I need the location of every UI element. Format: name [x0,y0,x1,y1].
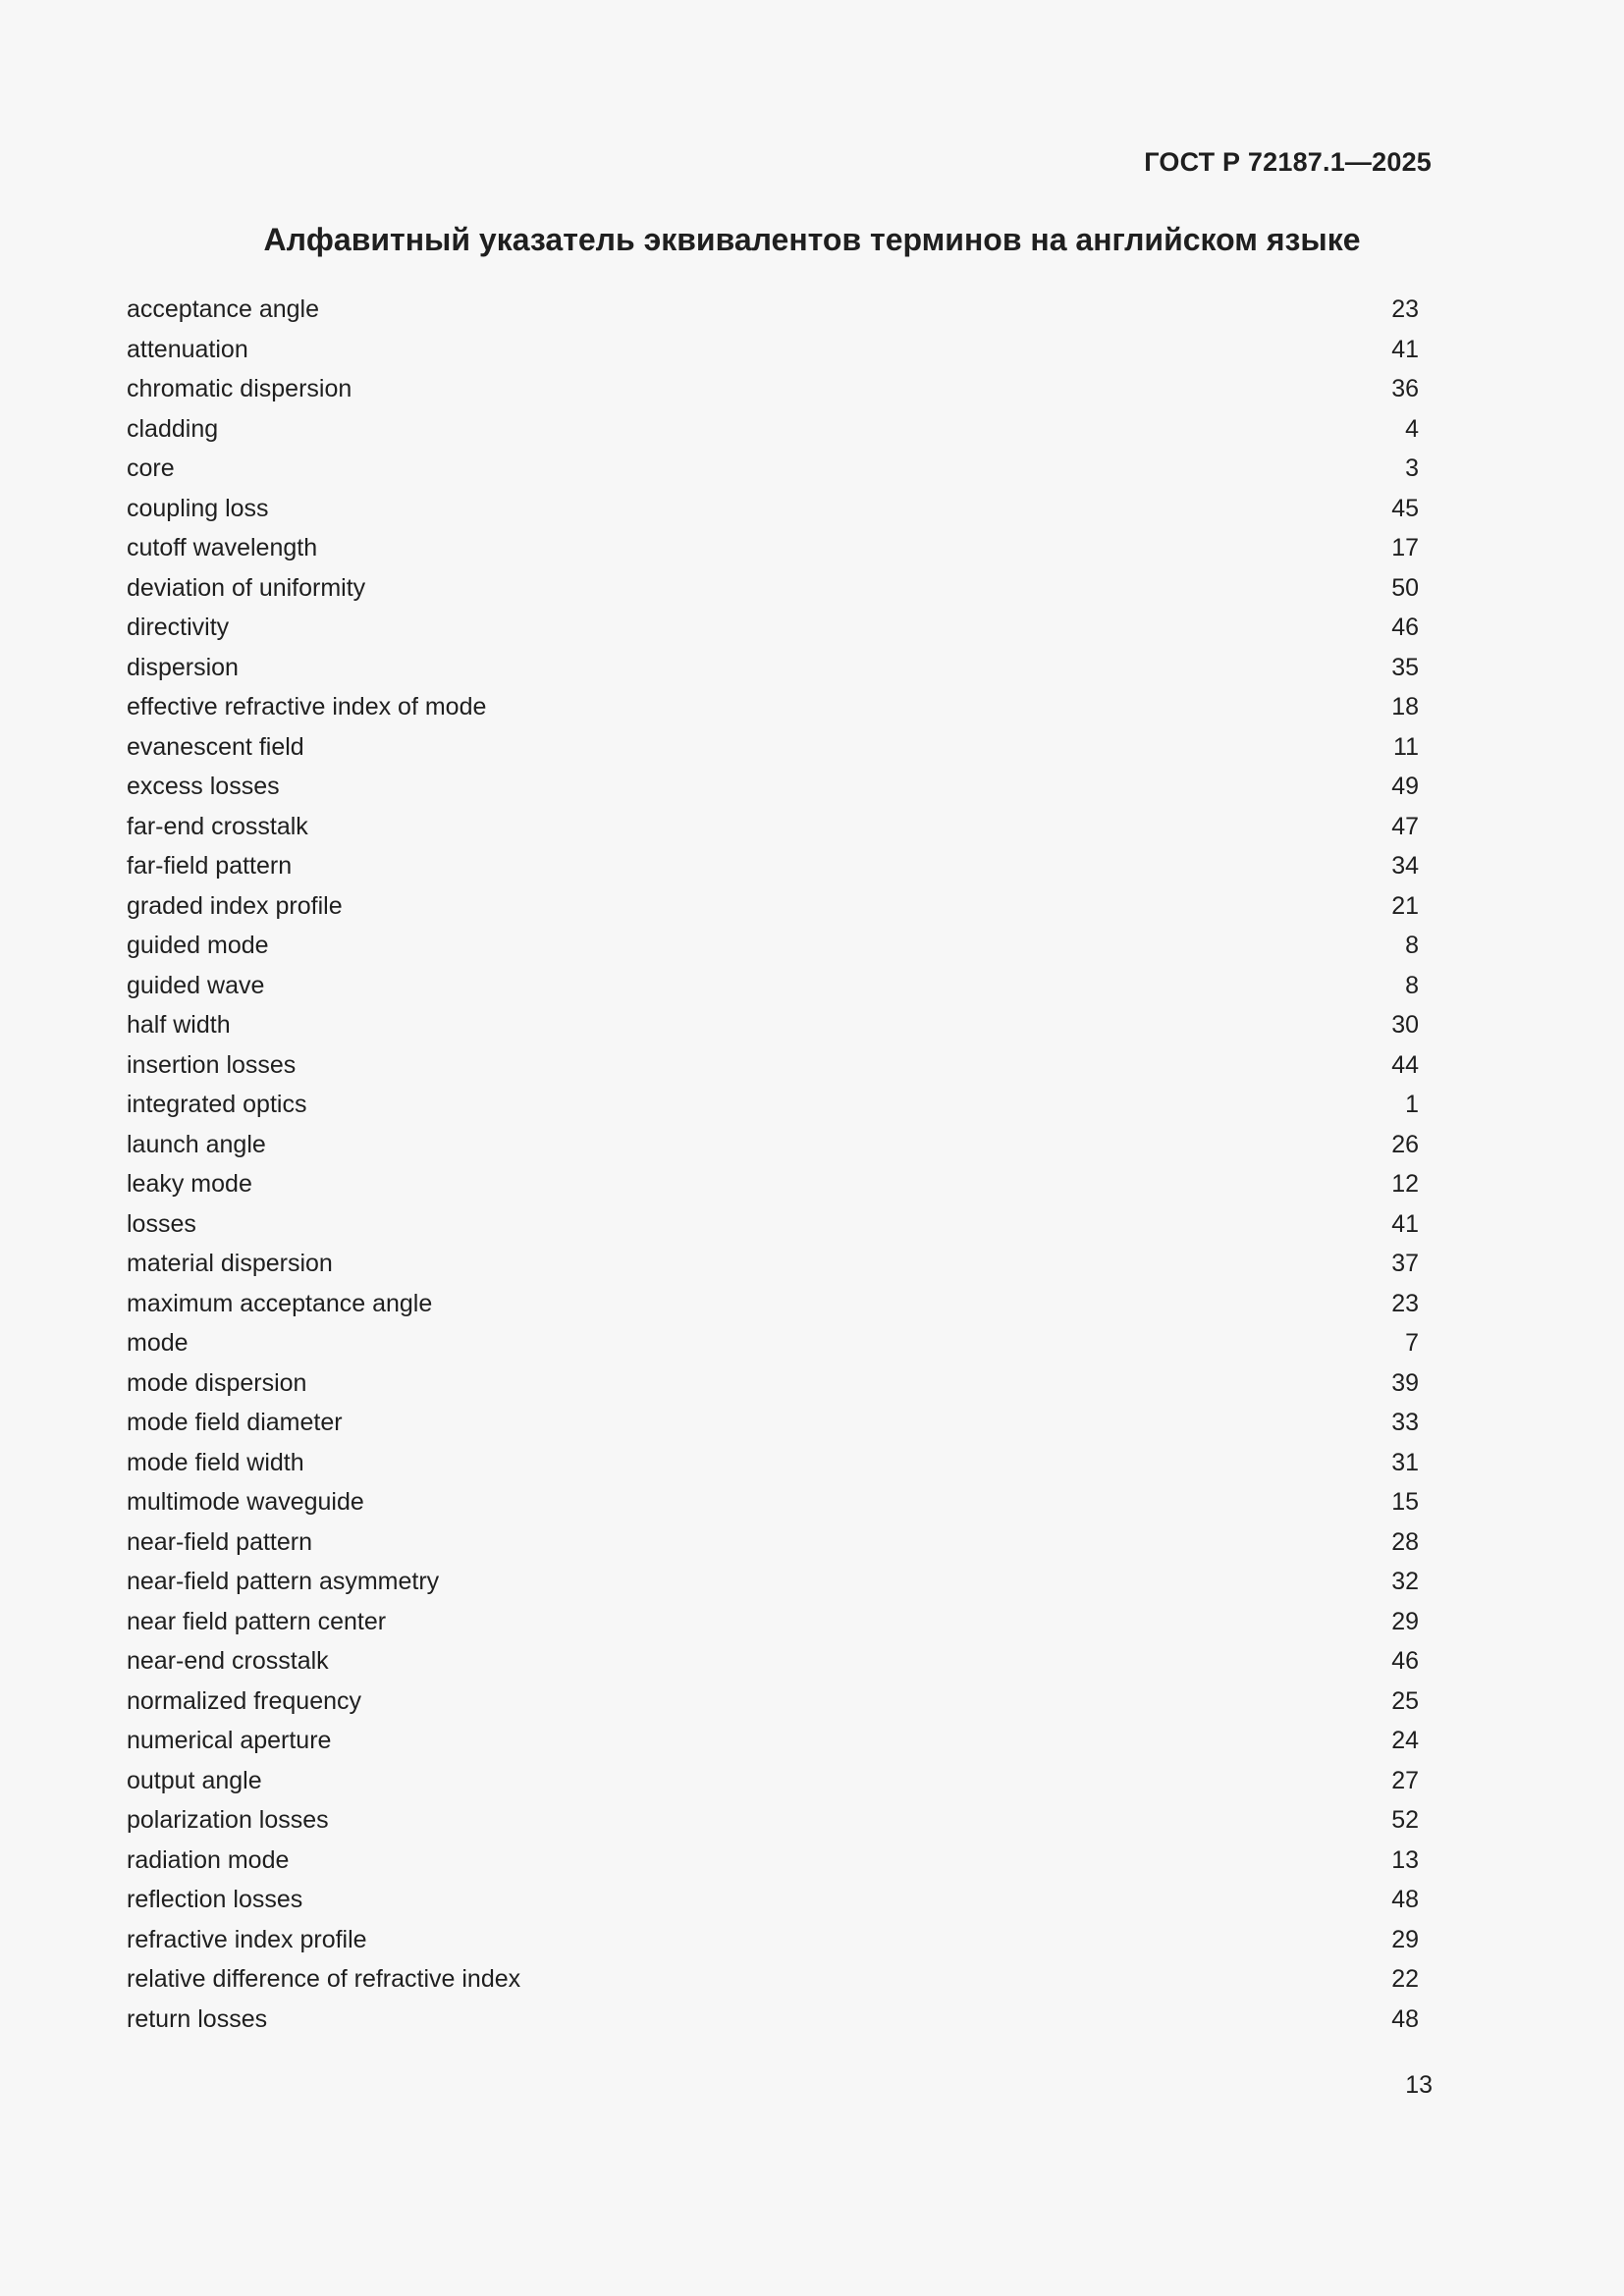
index-term: material dispersion [127,1250,333,1277]
index-entry [127,2000,1419,2040]
index-term: leaky mode [127,1170,252,1198]
index-entry [127,926,1419,966]
index-term-number: 18 [1391,693,1419,721]
index-term: deviation of uniformity [127,573,366,602]
index-term: launch angle [127,1130,266,1158]
index-entry [127,1682,1419,1722]
document-code: ГОСТ Р 72187.1—2025 [1144,147,1432,177]
index-entry [127,846,1419,886]
index-term-number: 30 [1391,1011,1419,1039]
index-term: near-end crosstalk [127,1647,329,1675]
index-term-number: 12 [1391,1170,1419,1198]
index-term: mode dispersion [127,1368,307,1397]
index-term: multimode waveguide [127,1488,364,1516]
page-title: Алфавитный указатель эквивалентов терминов на английском языке [263,222,1361,257]
index-term: maximum acceptance angle [127,1289,433,1317]
index-term-number: 37 [1391,1250,1419,1277]
index-entry [127,1721,1419,1761]
index-entry [127,886,1419,927]
index-term: evanescent field [127,732,304,761]
index-entry [127,528,1419,568]
index-term: directivity [127,614,230,641]
index-term: polarization losses [127,1806,329,1834]
index-term: relative difference of refractive index [127,1965,521,1993]
index-entry [127,1363,1419,1404]
index-term-number: 23 [1391,295,1419,323]
index-entry [127,1244,1419,1284]
index-term: near-field pattern [127,1527,313,1556]
index-entry [127,727,1419,768]
index-term-number: 1 [1405,1091,1419,1118]
index-term: numerical aperture [127,1727,332,1754]
index-term-number: 3 [1405,454,1419,482]
index-list [127,290,1419,2039]
index-term-number: 39 [1391,1368,1419,1397]
index-term: reflection losses [127,1886,303,1913]
index-term-number: 46 [1391,614,1419,641]
index-term: half width [127,1011,231,1039]
index-term: mode [127,1329,189,1357]
index-term-number: 24 [1391,1727,1419,1754]
index-entry [127,1284,1419,1324]
index-term-number: 48 [1391,2004,1419,2033]
index-entry [127,568,1419,609]
index-term-number: 36 [1391,375,1419,402]
index-entry [127,1443,1419,1483]
index-entry [127,1164,1419,1204]
index-term: insertion losses [127,1050,297,1079]
index-term-number: 31 [1391,1448,1419,1476]
index-term-number: 15 [1391,1488,1419,1516]
index-entry [127,1562,1419,1602]
index-entry [127,369,1419,409]
index-entry [127,1800,1419,1841]
index-term: near field pattern center [127,1607,387,1635]
index-term: return losses [127,2004,268,2033]
index-entry [127,1482,1419,1522]
page-number: 13 [1405,2071,1433,2099]
index-term-number: 4 [1405,414,1419,443]
index-term: near-field pattern asymmetry [127,1568,440,1595]
index-term-number: 22 [1391,1965,1419,1993]
index-term: radiation mode [127,1845,290,1874]
index-term: cladding [127,414,219,443]
index-entry [127,449,1419,489]
index-term-number: 11 [1393,732,1419,761]
index-entry [127,1920,1419,1960]
index-term-number: 28 [1391,1527,1419,1556]
index-entry [127,1522,1419,1563]
index-entry [127,1204,1419,1245]
index-term-number: 49 [1391,773,1419,800]
index-entry [127,1880,1419,1920]
index-entry [127,687,1419,727]
index-term: guided mode [127,932,269,959]
index-term-number: 13 [1391,1845,1419,1874]
index-entry [127,1005,1419,1045]
index-term-number: 52 [1391,1806,1419,1834]
index-term-number: 8 [1405,971,1419,999]
index-entry [127,807,1419,847]
index-term: core [127,454,175,482]
index-term-number: 17 [1391,534,1419,561]
index-term-number: 21 [1391,891,1419,920]
index-term-number: 34 [1391,852,1419,880]
index-term-number: 41 [1391,335,1419,363]
index-term: graded index profile [127,891,343,920]
index-term: normalized frequency [127,1686,362,1715]
index-term: guided wave [127,971,265,999]
index-entry [127,489,1419,529]
index-entry [127,1323,1419,1363]
index-entry [127,1403,1419,1443]
index-term-number: 41 [1391,1209,1419,1238]
index-entry [127,409,1419,450]
index-term-number: 50 [1391,573,1419,602]
index-entry [127,608,1419,648]
index-term-number: 26 [1391,1130,1419,1158]
index-term-number: 33 [1391,1409,1419,1436]
index-term: cutoff wavelength [127,534,318,561]
index-term: far-field pattern [127,852,293,880]
index-entry [127,1641,1419,1682]
index-entry [127,1761,1419,1801]
index-term-number: 44 [1391,1050,1419,1079]
index-entry [127,966,1419,1006]
index-term-number: 23 [1391,1289,1419,1317]
index-term: chromatic dispersion [127,375,352,402]
index-term: excess losses [127,773,280,800]
index-term-number: 29 [1391,1925,1419,1953]
index-term-number: 27 [1391,1766,1419,1794]
index-term-number: 25 [1391,1686,1419,1715]
index-term: mode field width [127,1448,304,1476]
index-term-number: 8 [1405,932,1419,959]
index-term-number: 46 [1391,1647,1419,1675]
index-entry [127,1841,1419,1881]
index-term: output angle [127,1766,262,1794]
index-entry [127,648,1419,688]
index-term: mode field diameter [127,1409,343,1436]
index-entry [127,1125,1419,1165]
index-entry [127,767,1419,807]
index-term: acceptance angle [127,295,319,323]
index-entry [127,1085,1419,1125]
index-entry [127,330,1419,370]
index-term-number: 7 [1405,1329,1419,1357]
index-term: effective refractive index of mode [127,693,487,721]
index-term: integrated optics [127,1091,307,1118]
index-term: losses [127,1209,196,1238]
index-term-number: 45 [1391,494,1419,522]
index-term: coupling loss [127,494,269,522]
index-entry [127,290,1419,330]
index-entry [127,1045,1419,1086]
index-term-number: 32 [1391,1568,1419,1595]
index-term: attenuation [127,335,248,363]
index-term: refractive index profile [127,1925,367,1953]
index-term-number: 48 [1391,1886,1419,1913]
index-entry [127,1602,1419,1642]
index-term: far-end crosstalk [127,812,308,840]
index-entry [127,1959,1419,2000]
index-term: dispersion [127,653,239,681]
index-term-number: 47 [1391,812,1419,840]
index-term-number: 29 [1391,1607,1419,1635]
index-term-number: 35 [1391,653,1419,681]
